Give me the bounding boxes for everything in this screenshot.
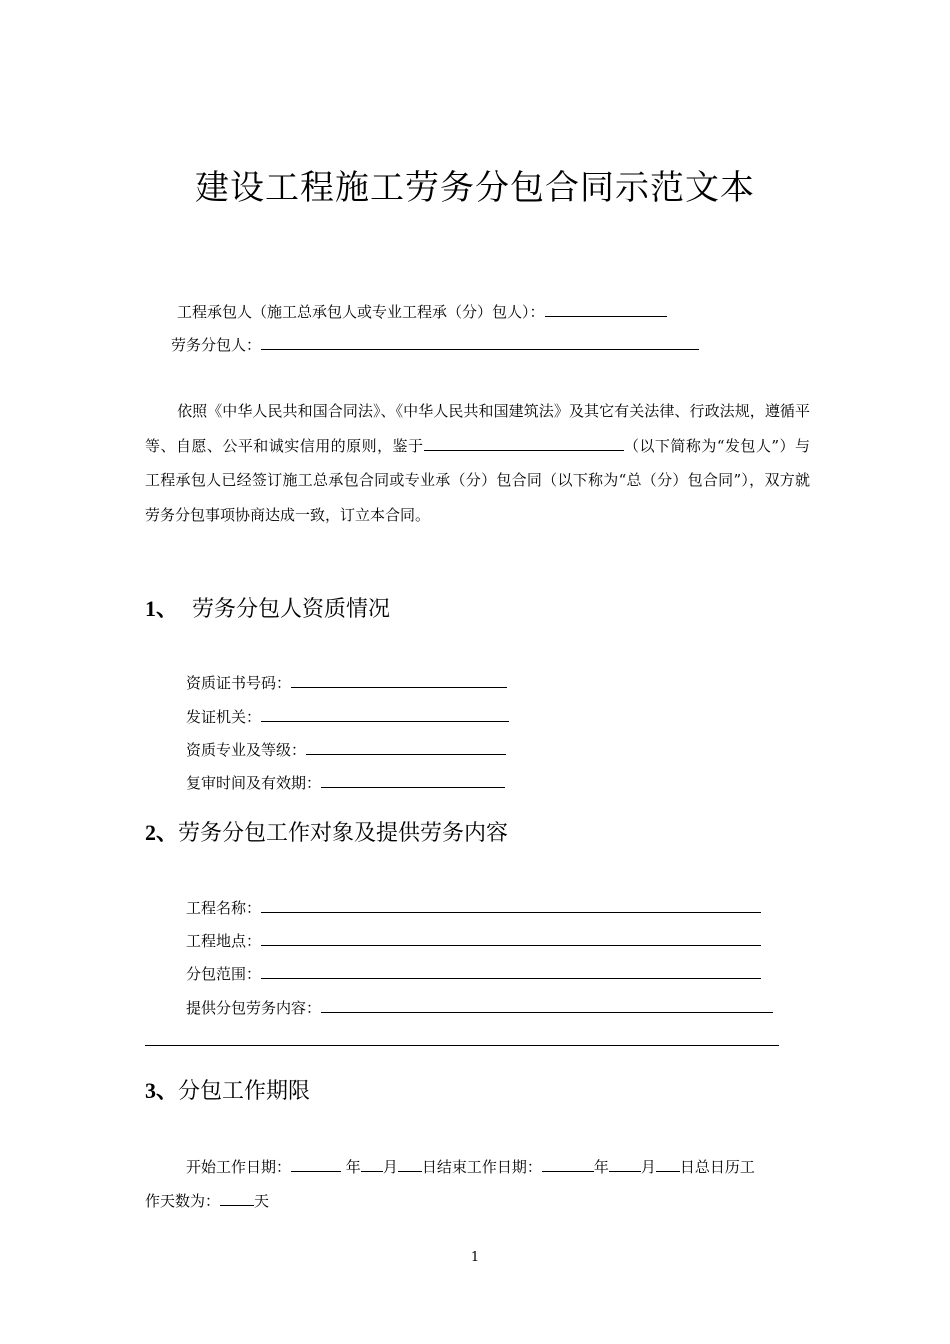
section3-heading xyxy=(145,1074,310,1105)
total-days-label: 日总日历工 xyxy=(679,1158,755,1176)
page-number: 1 xyxy=(470,1250,480,1265)
month-label: 月 xyxy=(382,1158,398,1176)
field-label: 提供分包劳务内容： xyxy=(186,999,322,1017)
section2-number: 2、 xyxy=(145,820,179,845)
section3-number: 3、 xyxy=(145,1078,179,1103)
field-qualification-grade xyxy=(186,738,506,760)
contractor-line xyxy=(177,300,667,322)
section1-title: 劳务分包人资质情况 xyxy=(192,597,391,622)
field-blank[interactable] xyxy=(321,771,505,788)
month-label: 月 xyxy=(640,1158,656,1176)
labor-content-continuation-line[interactable] xyxy=(145,1045,779,1046)
field-labor-content xyxy=(186,996,773,1018)
field-blank[interactable] xyxy=(261,705,509,722)
end-day-blank[interactable] xyxy=(656,1155,680,1172)
field-blank[interactable] xyxy=(261,896,761,913)
contractor-blank[interactable] xyxy=(545,300,667,317)
subcontractor-label: 劳务分包人： xyxy=(171,336,262,354)
intro-part1: 依照《中华人民共和国合同法》、《中华人民共和国建筑法》及其它有关法律、行政法规，遵循平等、自愿、公平和诚实信用的原则，鉴于 xyxy=(145,402,810,455)
field-blank[interactable] xyxy=(261,929,761,946)
field-project-name xyxy=(186,896,761,918)
field-blank[interactable] xyxy=(306,738,506,755)
section3-title: 分包工作期限 xyxy=(178,1079,311,1104)
section2-heading xyxy=(145,816,508,847)
field-label: 工程名称： xyxy=(186,899,262,917)
employer-blank[interactable] xyxy=(424,434,624,451)
period-line-1 xyxy=(186,1155,755,1177)
total-days-blank[interactable] xyxy=(220,1189,254,1206)
total-days-label-cont: 作天数为： xyxy=(145,1192,221,1210)
start-date-label: 开始工作日期： xyxy=(186,1158,292,1176)
field-blank[interactable] xyxy=(291,671,507,688)
year-label: 年 xyxy=(593,1158,609,1176)
field-blank[interactable] xyxy=(261,962,761,979)
field-label: 分包范围： xyxy=(186,965,262,983)
section2-title: 劳务分包工作对象及提供劳务内容 xyxy=(178,821,509,846)
start-year-blank[interactable] xyxy=(291,1155,341,1172)
subcontractor-blank[interactable] xyxy=(261,333,699,350)
field-subcontract-scope xyxy=(186,962,761,984)
year-label: 年 xyxy=(345,1158,361,1176)
start-day-blank[interactable] xyxy=(398,1155,422,1172)
end-year-blank[interactable] xyxy=(542,1155,594,1172)
field-label: 工程地点： xyxy=(186,932,262,950)
section1-heading xyxy=(145,592,390,623)
intro-paragraph xyxy=(145,394,810,532)
field-cert-number xyxy=(186,671,507,693)
field-project-location xyxy=(186,929,761,951)
period-line-2 xyxy=(145,1189,269,1211)
section1-number: 1、 xyxy=(145,596,179,621)
field-label: 发证机关： xyxy=(186,708,262,726)
days-unit: 天 xyxy=(254,1192,270,1210)
field-issuing-authority xyxy=(186,705,509,727)
start-month-blank[interactable] xyxy=(361,1155,383,1172)
field-blank[interactable] xyxy=(321,996,773,1013)
field-label: 资质专业及等级： xyxy=(186,741,307,759)
document-title: 建设工程施工劳务分包合同示范文本 xyxy=(195,168,755,208)
end-month-blank[interactable] xyxy=(609,1155,641,1172)
contractor-label: 工程承包人（施工总承包人或专业工程承（分）包人）： xyxy=(177,303,545,321)
field-label: 资质证书号码： xyxy=(186,674,292,692)
subcontractor-line xyxy=(171,333,699,355)
field-review-validity xyxy=(186,771,505,793)
field-label: 复审时间及有效期： xyxy=(186,774,322,792)
intro-part2: （以下简称为“发包人”）与工程承包人已经签订施工总承包合同或专业承（分）包合同（以下称为“总（分）包合同”），双方就劳务分包事项协商达成一致，订立本合同。 xyxy=(145,436,810,524)
end-date-label: 日结束工作日期： xyxy=(421,1158,542,1176)
